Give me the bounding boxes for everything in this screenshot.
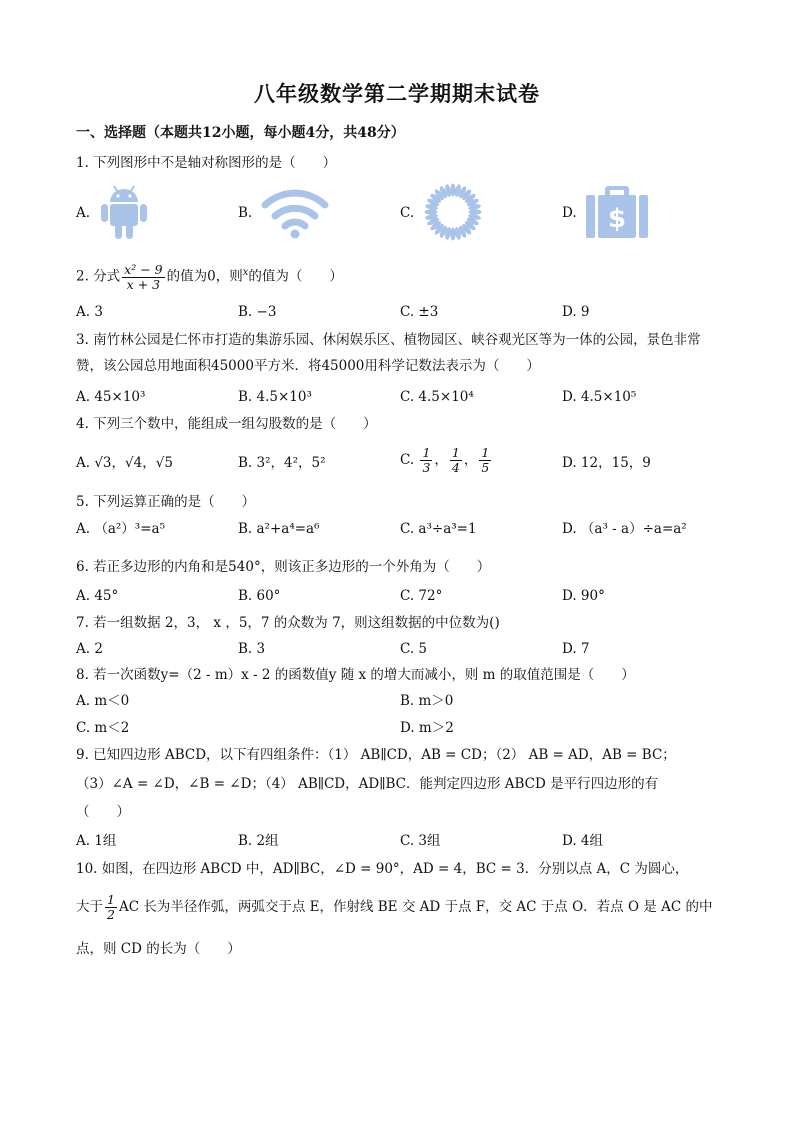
option-d: D. 12，15，9 [562, 455, 651, 471]
wifi-icon [260, 186, 330, 240]
question-1-stem: 1. 下列图形中不是轴对称图形的是（ ） [76, 155, 337, 171]
question-3-line-1: 3. 南竹林公园是仁怀市打造的集游乐园、休闲娱乐区、植物园区、峡谷观光区等为一体的公园，景色非常 [76, 332, 701, 348]
fraction-numerator: x² − 9 [124, 261, 163, 277]
option-b: B. 60° [238, 588, 281, 604]
option-d: D. m＞2 [400, 720, 454, 736]
question-2-options [0, 303, 794, 323]
option-b: B. 2组 [238, 833, 279, 849]
question-4-stem: 4. 下列三个数中，能组成一组勾股数的是（ ） [76, 416, 377, 432]
fraction-denominator: x + 3 [126, 276, 161, 292]
question-8-stem: 8. 若一次函数y=（2 - m）x - 2 的函数值y 随 x 的增大而减小，则 m 的取值范围是（ ） [76, 667, 635, 683]
sunburst-petal [469, 209, 482, 214]
option-c: C. $\frac{1}{3}$ ， $\frac{1}{4}$ ， $\frac{1}{5}$ [400, 445, 490, 475]
question-9-line-3: （ ） [76, 804, 130, 820]
option-a: A. 45×10³ [76, 389, 146, 405]
fraction [420, 446, 432, 475]
option-b: B. 4.5×10³ [238, 389, 312, 405]
variable: x [242, 267, 249, 278]
option-label: D. [562, 205, 577, 221]
question-7-options [0, 640, 794, 660]
fraction-numerator: 1 [422, 445, 431, 460]
option-a: A. （a²）³=a⁵ [76, 521, 165, 537]
sunburst-petal [425, 209, 438, 214]
option-label: A. [76, 205, 91, 221]
stem-text: AC 长为半径作弧，两弧交于点 E，作射线 BE 交 AD 于点 F，交 AC 于点 O．若点 O 是 AC 的中 [118, 899, 713, 915]
question-5-options [0, 520, 794, 540]
option-c: C. 4.5×10⁴ [400, 389, 474, 405]
page-title: 八年级数学第二学期期末试卷 [254, 81, 540, 106]
option-c: C. 5 [400, 641, 428, 657]
stem-text: 的值为0，则 [166, 268, 243, 285]
fraction-denominator: 5 [481, 460, 490, 475]
option-d: D. 4组 [562, 833, 604, 849]
question-5-stem: 5. 下列运算正确的是（ ） [76, 494, 256, 510]
option-a: A. 2 [76, 641, 103, 657]
question-3-line-2: 赞，该公园总用地面积45000平方米．将45000用科学记数法表示为（ ） [76, 358, 540, 374]
question-9-line-2: （3）∠A = ∠D，∠B = ∠D；（4） AB∥CD，AD∥BC．能判定四边形 ABCD 是平行四边形的有 [76, 776, 659, 792]
question-6-options [0, 587, 794, 607]
fraction-denominator: 4 [451, 460, 460, 475]
option-d: D. 9 [562, 304, 590, 320]
option-d: D. 90° [562, 588, 605, 604]
option-label: B. [238, 205, 253, 221]
money-bag-icon [584, 184, 650, 240]
sunburst-icon [418, 182, 488, 242]
question-10-line-3: 点，则 CD 的长为（ ） [76, 941, 241, 957]
question-2-stem [76, 256, 343, 294]
question-6-stem: 6. 若正多边形的内角和是540°，则该正多边形的一个外角为（ ） [76, 559, 491, 575]
sunburst-petal [450, 184, 455, 197]
option-c: C. m＜2 [76, 720, 130, 736]
option-b: B. a²+a⁴=a⁶ [238, 521, 320, 537]
question-10-line-1: 10. 如图，在四边形 ABCD 中，AD∥BC，∠D = 90°，AD = 4，BC = 3．分别以点 A，C 为圆心， [76, 861, 689, 877]
question-8-options-row-2 [0, 719, 794, 739]
option-b: B. 3²，4²，5² [238, 455, 326, 471]
fraction [105, 893, 117, 922]
question-7-stem: 7. 若一组数据 2，3， x ，5，7 的众数为 7，则这组数据的中位数为() [76, 615, 500, 631]
question-8-options-row-1 [0, 692, 794, 712]
option-d: D. 4.5×10⁵ [562, 389, 637, 405]
question-10-line-2 [76, 890, 712, 924]
sunburst-petal [450, 228, 455, 241]
option-label: C. [400, 205, 415, 221]
stem-text: 的值为（ ） [248, 268, 343, 285]
question-3-options [0, 388, 794, 408]
option-a: A. m＜0 [76, 693, 130, 709]
option-b: B. −3 [238, 304, 277, 320]
svg-text:$: $ [607, 204, 627, 234]
stem-text: 2. 分式 [76, 268, 121, 285]
option-c: C. 72° [400, 588, 443, 604]
fraction [479, 446, 491, 475]
question-9-line-1: 9. 已知四边形 ABCD，以下有四组条件：（1） AB∥CD，AB = CD；（2） AB = AD，AB = BC； [76, 747, 676, 763]
option-d: D. （a³ - a）÷a=a² [562, 521, 687, 537]
fraction [122, 263, 164, 292]
fraction-numerator: 1 [481, 445, 490, 460]
option-a: A. 45° [76, 588, 119, 604]
fraction [450, 446, 462, 475]
question-9-options [0, 832, 794, 852]
option-a: A. 1组 [76, 833, 117, 849]
option-b: B. m＞0 [400, 693, 454, 709]
question-4-options [0, 446, 794, 482]
option-d: D. 7 [562, 641, 590, 657]
fraction-numerator: 1 [451, 445, 460, 460]
android-icon [98, 182, 150, 242]
option-b: B. 3 [238, 641, 266, 657]
stem-text: 大于 [76, 899, 103, 915]
fraction-denominator: 2 [107, 907, 115, 922]
option-c: C. a³÷a³=1 [400, 521, 477, 537]
option-c: C. ±3 [400, 304, 439, 320]
fraction-denominator: 3 [422, 460, 431, 475]
fraction-numerator: 1 [107, 892, 115, 907]
option-a: A. √3，√4，√5 [76, 455, 173, 471]
option-c: C. 3组 [400, 833, 441, 849]
option-label: C. [400, 452, 415, 468]
section-heading: 一、选择题（本题共12小题，每小题4分，共48分） [76, 125, 405, 141]
option-a: A. 3 [76, 304, 103, 320]
